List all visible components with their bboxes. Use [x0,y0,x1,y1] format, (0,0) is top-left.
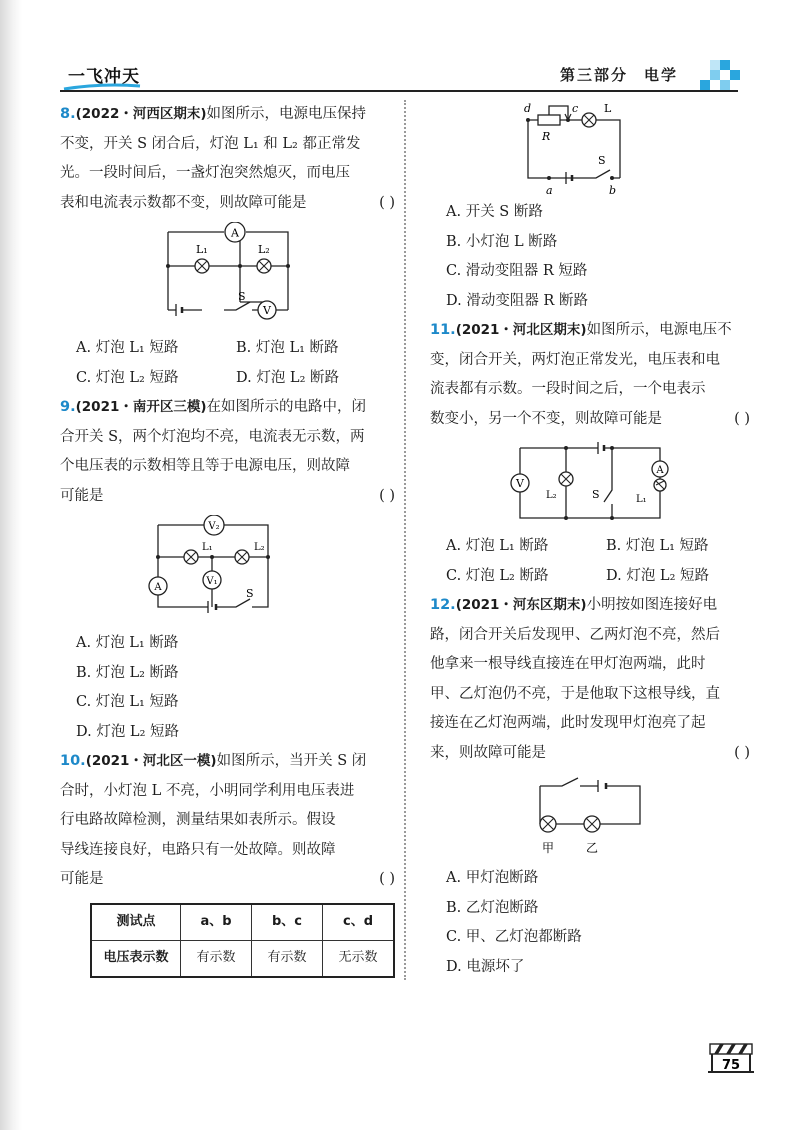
question-text-line: 行电路故障检测，测量结果如表所示。假设 [60,812,336,828]
lamp-icon [235,550,249,564]
option-a[interactable]: A. 开关 S 断路 [446,204,543,220]
page-number-badge [706,1040,756,1076]
lamp-icon [584,816,600,832]
lamp-label: L₁ [195,243,208,256]
subject-label: 电学 [644,66,679,84]
table-header: 测试点 [91,904,181,941]
lamp-icon [195,259,209,273]
section-header [560,64,678,85]
option-c[interactable]: C. 甲、乙灯泡都断路 [446,929,582,945]
options-q9 [60,629,395,747]
question-number: 9. [60,399,76,415]
table-cell: 有示数 [252,940,323,977]
table-header: b、c [252,904,323,941]
lamp-label: L₁ [201,542,213,553]
left-column [60,100,395,978]
measurement-table [90,903,395,978]
point-label: d [524,102,532,115]
option-b[interactable]: B. 灯泡 L₂ 断路 [76,664,179,681]
lamp-label: L [604,102,612,115]
question-10 [60,747,395,895]
question-source: (2021・河北区期末) [455,322,587,338]
question-text-line: 数变小，另一个不变，则故障可能是 [430,410,662,427]
circuit-diagram-q11 [500,438,680,528]
option-b[interactable]: B. 灯泡 L₁ 短路 [606,538,709,554]
question-source: (2021・南开区三模) [75,399,207,415]
lamp-label: 乙 [586,841,599,855]
table-row [91,904,394,941]
question-source: (2022・河西区期末) [75,106,207,122]
question-number: 12. [430,597,456,613]
option-a[interactable]: A. 灯泡 L₁ 断路 [446,538,549,554]
question-text-line: 光。一段时间后，一盏灯泡突然熄灭，而电压 [60,165,350,181]
question-text-line: 接连在乙灯泡两端，此时发现甲灯泡亮了起 [430,715,706,731]
lamp-icon [559,472,573,486]
option-a[interactable]: A. 灯泡 L₁ 短路 [76,340,179,356]
lamp-label: L₂ [253,542,265,553]
question-12 [430,591,750,768]
options-q12 [430,864,750,982]
question-text-line: 可能是 [60,487,104,504]
option-d[interactable]: D. 灯泡 L₂ 短路 [76,723,179,740]
option-a[interactable]: A. 甲灯泡断路 [446,870,539,886]
table-row-label: 电压表示数 [91,940,181,977]
answer-parentheses: ( ) [734,410,750,427]
part-label: 第三部分 [560,66,629,84]
question-text-line: 表和电流表示数都不变，则故障可能是 [60,194,307,211]
header-rule [60,90,738,92]
table-header: c、d [323,904,395,941]
circuit-diagram-q10 [510,100,680,198]
question-text-line: 如图所示，当开关 S 闭 [216,753,367,769]
switch-label: S [598,154,606,167]
question-text-line: 个电压表的示数相等且等于电源电压，则故障 [60,458,350,474]
table-cell: 无示数 [323,940,395,977]
switch-label: S [592,488,600,501]
question-source: (2021・河北区一模) [85,753,217,769]
question-text-line: 他拿来一根导线直接连在甲灯泡两端，此时 [430,656,706,672]
options-q8 [60,334,395,393]
point-label: c [572,102,579,115]
ammeter-icon [225,222,245,242]
question-text-line: 在如图所示的电路中，闭 [206,399,367,415]
question-number: 8. [60,106,76,122]
svg-text:V₂: V₂ [207,521,220,532]
option-b[interactable]: B. 灯泡 L₁ 断路 [236,340,339,356]
option-c[interactable]: C. 灯泡 L₂ 短路 [76,369,179,386]
voltmeter-icon [204,515,224,535]
right-column [430,100,750,982]
question-text-line: 合开关 S，两个灯泡均不亮，电流表无示数，两 [60,428,365,445]
option-d[interactable]: D. 灯泡 L₂ 断路 [236,369,339,386]
lamp-icon [582,113,596,127]
question-11 [430,316,750,434]
voltmeter-icon [203,571,221,589]
answer-parentheses: ( ) [379,487,395,504]
voltmeter-icon [511,474,529,492]
rheostat-label: R [542,130,551,143]
question-text-line: 如图所示，电源电压不 [586,322,732,338]
column-divider [404,100,406,980]
option-c[interactable]: C. 灯泡 L₁ 短路 [76,694,179,710]
table-header: a、b [181,904,252,941]
ammeter-icon [652,461,668,477]
point-label: b [609,184,617,197]
switch-label: S [245,587,254,600]
page-binding-edge [0,0,22,1130]
question-text-line: 小明按如图连接好电 [586,597,718,613]
question-9 [60,393,395,511]
voltmeter-icon [258,301,276,319]
lamp-icon [540,816,556,832]
question-text-line: 变，闭合开关，两灯泡正常发光，电压表和电 [430,351,720,368]
circuit-diagram-q12 [520,772,660,860]
options-q11 [430,532,750,591]
question-text-line: 如图所示，电源电压保持 [206,106,367,122]
question-number: 11. [430,322,456,338]
question-text-line: 路，闭合开关后发现甲、乙两灯泡不亮，然后 [430,626,720,643]
option-d[interactable]: D. 滑动变阻器 R 断路 [446,292,588,309]
question-number: 10. [60,753,86,769]
svg-text:A: A [230,226,239,240]
option-d[interactable]: D. 电源坏了 [446,958,525,975]
question-text-line: 甲、乙灯泡仍不亮，于是他取下这根导线，直 [430,685,720,702]
question-source: (2021・河东区期末) [455,597,587,613]
question-8 [60,100,395,218]
lamp-label: L₂ [546,490,557,501]
svg-text:V: V [516,477,524,490]
lamp-label: L₂ [257,243,270,256]
ammeter-icon [149,577,167,595]
lamp-label: 甲 [542,841,555,855]
svg-text:A: A [656,465,664,476]
question-text-line: 流表都有示数。一段时间之后，一个电表示 [430,381,706,397]
answer-parentheses: ( ) [734,744,750,761]
option-b[interactable]: B. 乙灯泡断路 [446,899,539,916]
svg-text:V₁: V₁ [205,576,218,587]
circuit-diagram-q9 [128,515,328,625]
svg-text:V: V [262,304,271,317]
switch-label: S [237,290,246,303]
point-label: a [546,184,553,197]
answer-parentheses: ( ) [379,194,395,211]
option-b[interactable]: B. 小灯泡 L 断路 [446,233,558,250]
question-text-line: 可能是 [60,871,104,887]
lamp-label: L₁ [636,494,647,505]
lamp-icon [184,550,198,564]
question-text-line: 合时，小灯泡 L 不亮，小明同学利用电压表进 [60,782,355,799]
question-text-line: 不变，开关 S 闭合后，灯泡 L₁ 和 L₂ 都正常发 [60,135,361,152]
lamp-icon [257,259,271,273]
option-c[interactable]: C. 滑动变阻器 R 短路 [446,263,588,279]
rheostat-icon [538,115,560,125]
checker-squares-icon [700,58,742,94]
table-row [91,940,394,977]
question-text-line: 来，则故障可能是 [430,744,546,761]
question-text-line: 导线连接良好，电路只有一处故障。则故障 [60,841,336,858]
option-a[interactable]: A. 灯泡 L₁ 断路 [76,635,179,651]
option-d[interactable]: D. 灯泡 L₂ 短路 [606,567,709,584]
series-title: 一飞冲天 [68,67,140,87]
page-number: 75 [721,1058,741,1073]
options-q10 [430,198,750,316]
answer-parentheses: ( ) [379,871,395,887]
circuit-diagram-q8 [128,222,328,330]
svg-text:A: A [153,582,162,593]
table-cell: 有示数 [181,940,252,977]
lamp-icon [654,479,666,491]
option-c[interactable]: C. 灯泡 L₂ 断路 [446,567,549,584]
